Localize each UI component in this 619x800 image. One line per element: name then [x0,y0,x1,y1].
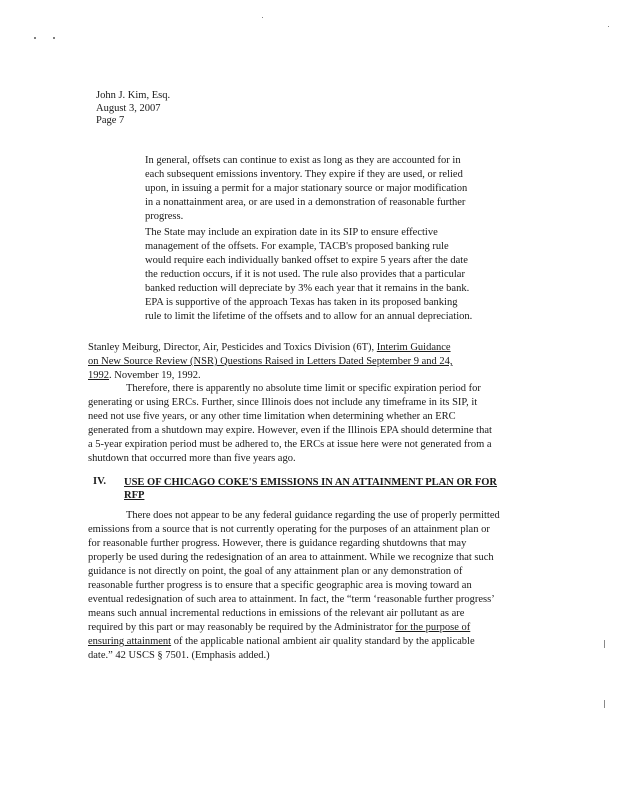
letter-header [96,90,170,128]
scan-edge-mark [604,640,605,648]
text-line: date.” 42 USCS § 7501. (Emphasis added.) [88,650,270,661]
text-line: generated from a shutdown may expire. However, even if the Illinois EPA should determine that [88,425,492,436]
text-line: for reasonable further progress. However, there is guidance regarding shutdowns that may [88,538,467,549]
scan-speck [262,17,263,18]
recipient-name: John J. Kim, Esq. [96,90,171,101]
text-line: means such annual incremental reductions in emissions of the relevant air pollutant as are [88,608,465,619]
text-line: banked reduction will depreciate by 3% each year that it remains in the bank. [145,283,470,294]
citation-title-part-1: Interim Guidance [376,342,451,353]
paragraph-section-iv [88,509,532,663]
citation-suffix: . November 19, 1992. [109,370,201,381]
text-fragment: of the applicable national ambient air quality standard by the applicable [171,636,475,647]
text-line: generating or using ERCs. Further, since Illinois does not include any timeframe in its SIP, it [88,397,478,408]
section-title-line-1: USE OF CHICAGO COKE'S EMISSIONS IN AN ATTAINMENT PLAN OR FOR [124,477,498,488]
text-line: reasonable further progress is to ensure that a specific geographic area is moving toward an [88,580,472,591]
text-line: a 5-year expiration period must be adhered to, the ERCs at issue here were not generated from a [88,439,492,450]
text-line: rule to limit the lifetime of the offsets and to allow for an annual depreciation. [145,311,473,322]
citation-line-3 [88,369,532,383]
text-line: In general, offsets can continue to exist as long as they are accounted for in [145,155,461,166]
text-line: eventual redesignation of such area to attainment. In fact, the “term ‘reasonable further progress’ [88,594,495,605]
emphasis-underline: ensuring attainment [88,636,172,647]
scan-speck [608,26,609,27]
citation-line-1 [88,341,532,355]
text-line: the reduction occurs, if it is not used. The rule also provides that a particular [145,269,465,280]
citation-line-2 [88,355,532,369]
text-line: shutdown that occurred more than five years ago. [88,453,296,464]
text-line: would require each individually banked offset to expire 5 years after the date [145,255,468,266]
text-line: progress. [145,211,184,222]
citation-prefix: Stanley Meiburg, Director, Air, Pesticides and Toxics Division (6T), [88,342,377,353]
text-line: upon, in issuing a permit for a major stationary source or major modification [145,183,468,194]
section-heading [124,476,524,502]
scan-edge-mark [604,700,605,708]
text-line: guidance is not directly on point, the goal of any attainment plan or any demonstration of [88,566,463,577]
scan-speck [34,37,36,39]
citation [88,341,532,383]
text-line: in a nonattainment area, or are used in a demonstration of reasonable further [145,197,466,208]
paragraph-therefore [88,382,532,466]
text-line: There does not appear to be any federal guidance regarding the use of properly permitted [126,510,500,521]
text-line: each subsequent emissions inventory. They expire if they are used, or relied [145,169,463,180]
text-line: Therefore, there is apparently no absolute time limit or specific expiration period for [126,383,481,394]
text-line [88,635,532,649]
text-line: The State may include an expiration date in its SIP to ensure effective [145,227,438,238]
block-quote-paragraph-2 [145,226,525,324]
page-number: Page 7 [96,115,125,126]
block-quote-paragraph-1 [145,154,525,224]
text-line: need not use five years, or any other time limitation when determining whether an ERC [88,411,456,422]
section-title-line-2: RFP [124,490,145,501]
text-line: properly be used during the redesignation of an area to attainment. While we recognize that such [88,552,494,563]
section-number: IV. [93,476,106,487]
scan-speck [53,37,55,39]
text-fragment: required by this part or may reasonably be required by the Administrator [88,622,396,633]
emphasis-underline: for the purpose of [395,622,471,633]
text-line: management of the offsets. For example, TACB's proposed banking rule [145,241,449,252]
text-line: EPA is supportive of the approach Texas has taken in its proposed banking [145,297,458,308]
citation-title-part-2: on New Source Review (NSR) Questions Raised in Letters Dated September 9 and 24, [88,356,453,367]
citation-title-part-3: 1992 [88,370,109,381]
text-line [88,621,532,635]
letter-date: August 3, 2007 [96,102,161,114]
text-line: emissions from a source that is not currently operating for the purposes of an attainment plan or [88,524,490,535]
